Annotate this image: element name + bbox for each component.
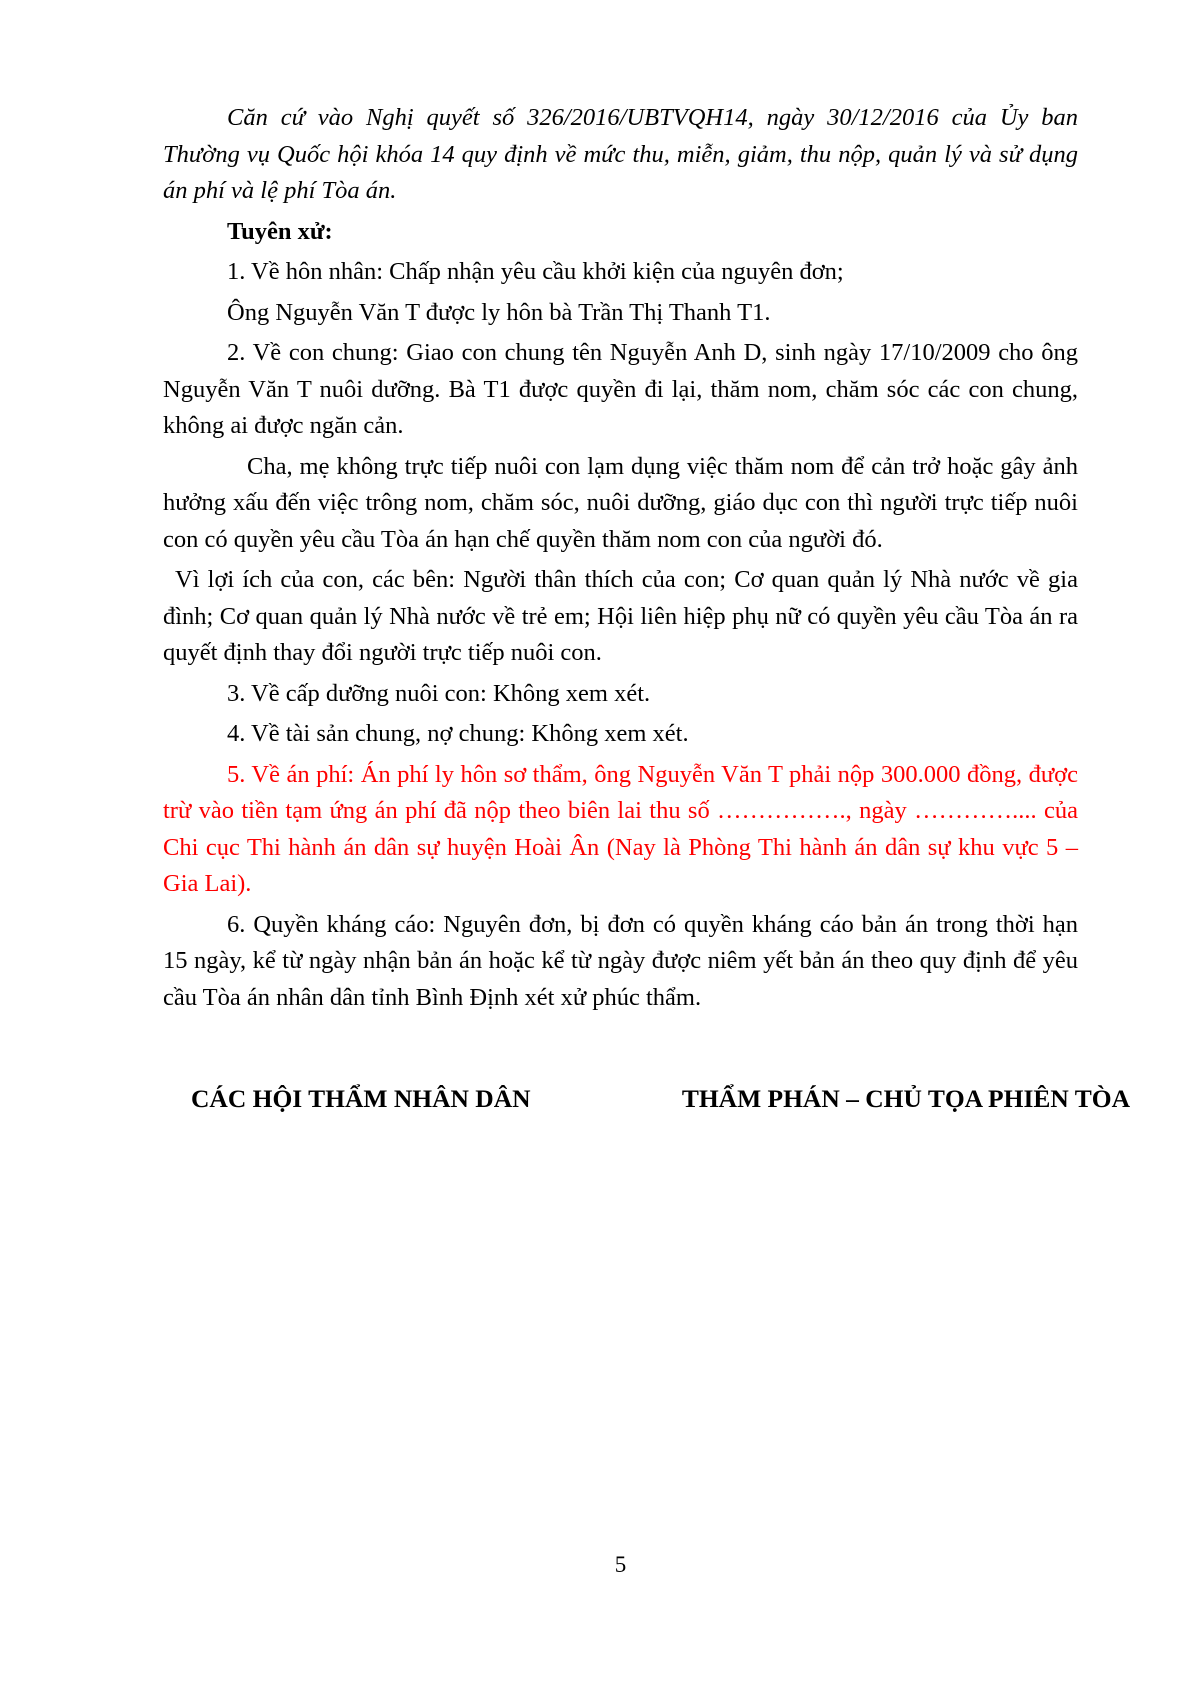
preamble-paragraph: Căn cứ vào Nghị quyết số 326/2016/UBTVQH14, ngày 30/12/2016 của Ủy ban Thường vụ Quốc hội khóa 14 quy định về mức thu, miễn, giảm, thu nộp, quản lý và sử dụng án phí và lệ phí Tòa án. xyxy=(163,104,1078,204)
item-2-children: 2. Về con chung: Giao con chung tên Nguyễn Anh D, sinh ngày 17/10/2009 cho ông Nguyễn Văn T nuôi dưỡng. Bà T1 được quyền đi lại, thăm nom, chăm sóc các con chung, không ai được ngăn cản. xyxy=(163,339,1078,439)
verdict-heading: Tuyên xử: xyxy=(227,217,333,245)
item-3-child-support: 3. Về cấp dưỡng nuôi con: Không xem xét. xyxy=(227,679,651,707)
item-1-divorce-detail: Ông Nguyễn Văn T được ly hôn bà Trần Thị Thanh T1. xyxy=(227,298,771,326)
jury-title: CÁC HỘI THẨM NHÂN DÂN xyxy=(191,1084,531,1113)
item-2-custody-change: Vì lợi ích của con, các bên: Người thân thích của con; Cơ quan quản lý Nhà nước về gia đình; Cơ quan quản lý Nhà nước về trẻ em; Hội liên hiệp phụ nữ có quyền yêu cầu Tòa án ra quyết định thay đổi người trực tiếp nuôi con. xyxy=(163,566,1078,666)
item-2-visitation-restriction: Cha, mẹ không trực tiếp nuôi con lạm dụng việc thăm nom để cản trở hoặc gây ảnh hưởng xấu đến việc trông nom, chăm sóc, nuôi dưỡng, giáo dục con thì người trực tiếp nuôi con có quyền yêu cầu Tòa án hạn chế quyền thăm nom con của người đó. xyxy=(163,452,1078,553)
judgment-body xyxy=(163,100,1078,1020)
page-number: 5 xyxy=(614,1552,627,1577)
item-4-property: 4. Về tài sản chung, nợ chung: Không xem xét. xyxy=(227,720,689,747)
judge-title: THẨM PHÁN – CHỦ TỌA PHIÊN TÒA xyxy=(681,1084,1130,1113)
item-5-court-fee: 5. Về án phí: Án phí ly hôn sơ thẩm, ông Nguyễn Văn T phải nộp 300.000 đồng, được trừ vào tiền tạm ứng án phí đã nộp theo biên lai thu số ……………., ngày ………….... của Chi cục Thi hành án dân sự huyện Hoài Ân (Nay là Phòng Thi hành án dân sự khu vực 5 – Gia Lai). xyxy=(163,760,1078,897)
item-6-appeal-rights: 6. Quyền kháng cáo: Nguyên đơn, bị đơn có quyền kháng cáo bản án trong thời hạn 15 ngày, kể từ ngày nhận bản án hoặc kể từ ngày được niêm yết bản án theo quy định để yêu cầu Tòa án nhân dân tỉnh Bình Định xét xử phúc thẩm. xyxy=(163,910,1078,1011)
signature-block xyxy=(191,1082,1130,1116)
item-1-marriage: 1. Về hôn nhân: Chấp nhận yêu cầu khởi kiện của nguyên đơn; xyxy=(227,258,844,285)
